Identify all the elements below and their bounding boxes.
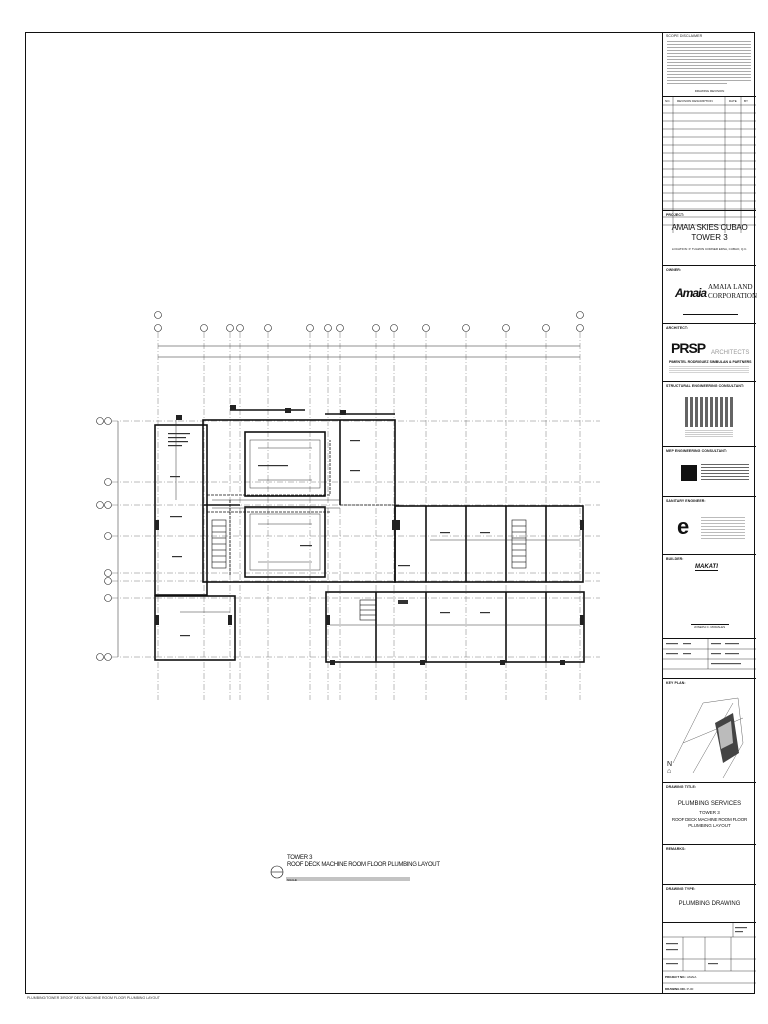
drawing-type-value: PLUMBING DRAWING [678,901,741,907]
remarks-label: REMARKS: [666,847,686,851]
structural-columns [155,405,584,665]
key-plan-label: KEY PLAN: [666,681,686,685]
architect-firm: PIMENTEL RODRIGUEZ SIMBULAN & PARTNERS [669,360,752,364]
rev-col-date: DATE [729,99,737,103]
prsp-logo: PRSP [671,340,706,356]
structural-details [685,430,733,438]
north-arrow-icon: N ⌂ [667,761,673,775]
key-plan-section [663,678,756,782]
project-no-label: PROJECT NO.: [665,975,687,979]
scope-heading: SCOPE DISCLAIMER [666,34,703,38]
mep-section [663,446,756,496]
key-plan-map [663,683,756,783]
structural-label: STRUCTURAL ENGINEERING CONSULTANT: [666,384,745,388]
mep-logo [681,465,697,481]
grid-bubbles-top [155,312,584,332]
rev-col-no: NO. [665,99,671,103]
rev-col-description: REVISION DESCRIPTION [677,99,713,103]
owner-section [663,265,756,323]
builder-label: BUILDER: [666,557,684,561]
project-no-value: AMAIA [687,975,697,979]
interior-details [176,420,580,625]
builder-section [663,554,756,638]
architect-section [663,323,756,381]
sanitary-section [663,496,756,554]
sheet-title-line-3: ROOF DECK MACHINE ROOM FLOOR [671,817,748,822]
sheet-info-grid [663,638,756,678]
gridlines-vertical [158,332,580,700]
drawing-type-label: DRAWING TYPE: [666,887,696,891]
rev-col-by: BY [744,99,749,103]
drawing-no-value: P-00 [687,987,694,991]
mep-label: MEP ENGINEERING CONSULTANT: [666,449,728,453]
owner-name-line-1: AMAIA LAND [708,283,753,291]
sheet-number-grid-lines [663,923,756,995]
owner-label: OWNER: [666,268,682,272]
drawing-title-line-1: TOWER 3 [287,855,313,861]
sheet-info-grid-lines [663,639,756,679]
gridlines-horizontal [112,421,600,657]
project-section [663,210,756,265]
project-tower: TOWER 3 [691,233,728,242]
drawing-title-line-2: ROOF DECK MACHINE ROOM FLOOR PLUMBING LAYOUT [287,862,440,868]
structural-logo [685,397,733,427]
project-name: AMAIA SKIES CUBAO [671,223,748,232]
drawing-scale: SCALE [287,878,297,882]
disclaimer-text-block [663,40,756,96]
sheet-title-line-2: TOWER 3 [699,810,720,815]
architect-label: ARCHITECT: [666,326,688,330]
sheet-title-line-4: PLUMBING LAYOUT [688,823,731,828]
drawing-title [287,855,440,869]
dimension-lines [118,346,580,657]
remarks-section [663,844,756,884]
amaia-logo: Amaia [675,286,707,300]
sheet-number-grid [663,922,756,994]
project-location: LOCATION: P. TUAZON CORNER EDSA, CUBAO, Q.C. [671,247,748,251]
architect-word: ARCHITECTS [711,350,750,356]
drawing-revision-heading: DRAWING REVISION [694,89,725,93]
grid-bubbles-left [97,418,112,661]
project-label: PROJECT: [666,213,685,217]
scope-disclaimer-section [663,32,756,96]
sanitary-label: SANITARY ENGINEER: [666,499,706,503]
engineer-seal-icon: e [677,514,690,539]
sheet-title-section [663,782,756,844]
mep-details [701,464,749,482]
title-block [662,32,758,994]
annotation-marks [168,433,490,636]
drawing-type-section [663,884,756,922]
builder-logo: MAKATI [695,564,718,570]
engineer-name: JOSEPH C. MORALES [693,625,726,629]
architect-details [669,366,749,374]
sheet-title-label: DRAWING TITLE: [666,785,697,789]
structural-section [663,381,756,446]
file-path-footer: PLUMBING/TOWER 3/ROOF DECK MACHINE ROOM FLOOR PLUMBING LAYOUT [27,996,160,1000]
sheet-title-line-1: PLUMBING SERVICES [677,801,742,807]
drawing-no-label: DRAWING NO.: [665,987,687,991]
engineer-signature-line [691,624,729,625]
owner-name-line-2: CORPORATION [708,292,758,300]
sanitary-details [701,517,745,539]
owner-signature-line [683,314,738,315]
